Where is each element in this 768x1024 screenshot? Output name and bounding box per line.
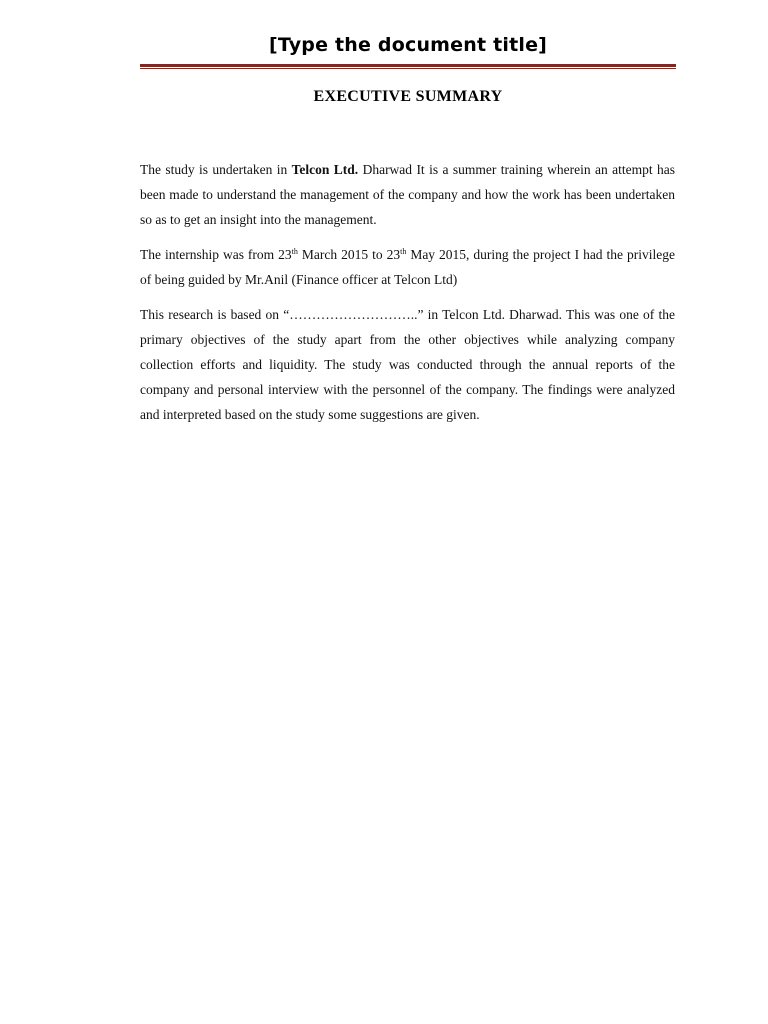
document-title[interactable]: [Type the document title] (268, 34, 548, 56)
body-text (140, 157, 675, 437)
paragraph-internship-mid: March 2015 to 23 (297, 247, 401, 262)
paragraph-internship-post: May 2015, during the project I had the privilege of being guided by Mr.Anil (Finance officer at Telcon Ltd) (140, 247, 676, 287)
paragraph-intro-pre: The study is undertaken in (140, 162, 292, 177)
paragraph-internship-pre: The internship was from 23 (140, 247, 292, 262)
company-name: Telcon Ltd. (291, 162, 359, 177)
paragraph-research: This research is based on “………………………..” in Telcon Ltd. Dharwad. This was one of the primary objectives of the study apart from the other objectives while analyzing company collection efforts and liquidity. The study was conducted through the annual reports of the company and personal interview with the personnel of the company. The findings were analyzed and interpreted based on the study some suggestions are given. (140, 307, 675, 422)
paragraph-internship (140, 242, 675, 292)
paragraph-intro-post: Dharwad It is a summer training wherein an attempt has been made to understand the management of the company and how the work has been undertaken so as to get an insight into the management. (140, 162, 675, 227)
ordinal-suffix-start: th (291, 247, 298, 256)
section-heading: EXECUTIVE SUMMARY (313, 88, 503, 105)
title-underline-thin (140, 68, 676, 69)
title-underline-thick (140, 64, 676, 67)
ordinal-suffix-end: th (400, 247, 407, 256)
paragraph-intro (140, 157, 675, 232)
